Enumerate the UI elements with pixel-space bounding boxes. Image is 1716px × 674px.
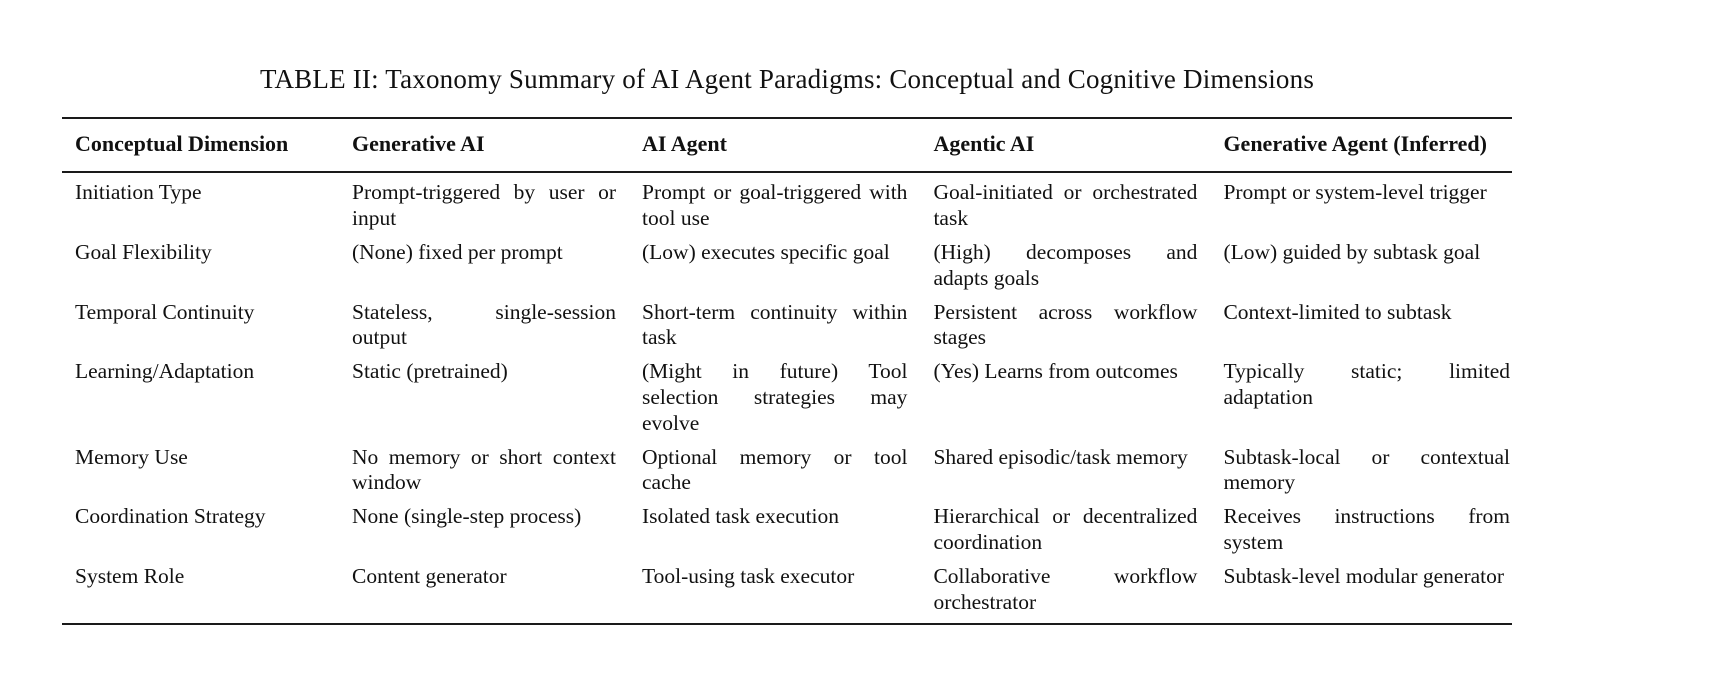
row-label: Temporal Continuity — [75, 299, 255, 324]
table-row — [62, 233, 1512, 293]
table-cell: (Low) guided by subtask goal — [1223, 239, 1481, 264]
table-cell: (Low) executes specific goal — [642, 239, 890, 264]
row-label: Learning/Adaptation — [75, 359, 255, 384]
table-cell: Short-term continuity within task — [642, 299, 908, 350]
table-row — [62, 172, 1512, 233]
table-cell: Optional memory or tool cache — [642, 444, 908, 495]
table-row — [62, 557, 1512, 625]
table-cell: Prompt-triggered by user or input — [352, 180, 616, 231]
header-row — [62, 118, 1512, 172]
table-cell: Goal-initiated or orchestrated task — [933, 180, 1198, 231]
table-row — [62, 352, 1512, 437]
table-cell: (Might in future) Tool selection strategies may evolve — [642, 359, 908, 435]
table-cell: (High) decomposes and adapts goals — [933, 239, 1198, 290]
row-label: Goal Flexibility — [75, 239, 212, 264]
table-row — [62, 497, 1512, 557]
table-cell: Persistent across workflow stages — [933, 299, 1198, 350]
table-cell: Context-limited to subtask — [1223, 299, 1452, 324]
table-cell: None (single-step process) — [352, 504, 582, 529]
column-header: Generative AI — [352, 118, 642, 172]
table-cell: Typically static; limited adaptation — [1223, 359, 1510, 409]
table-cell: Collaborative workflow orchestrator — [933, 563, 1198, 614]
table-cell: Receives instructions from system — [1223, 504, 1510, 554]
table-cell: Subtask-level modular generator — [1223, 563, 1505, 588]
row-label: Initiation Type — [75, 180, 202, 205]
table-row — [62, 438, 1512, 498]
column-header: Agentic AI — [933, 118, 1223, 172]
table-cell: Subtask-local or contextual memory — [1223, 444, 1510, 495]
taxonomy-table — [62, 117, 1512, 625]
table-row — [62, 293, 1512, 353]
table-body — [62, 172, 1512, 624]
column-header: AI Agent — [642, 118, 933, 172]
column-header: Generative Agent (Inferred) — [1223, 118, 1512, 172]
table-cell: Static (pretrained) — [352, 359, 508, 384]
table-cell: Prompt or system-level trigger — [1223, 180, 1487, 205]
table-cell: Content generator — [352, 563, 507, 588]
table-cell: Shared episodic/task memory — [933, 444, 1188, 469]
table-cell: (Yes) Learns from outcomes — [933, 359, 1178, 384]
table-cell: No memory or short context window — [352, 444, 616, 495]
row-label: Coordination Strategy — [75, 504, 266, 529]
table-cell: Stateless, single-session output — [352, 299, 616, 350]
table-cell: Tool-using task executor — [642, 563, 855, 588]
table-title: TABLE II: Taxonomy Summary of AI Agent Paradigms: Conceptual and Cognitive Dimensions — [259, 64, 1315, 94]
row-label: Memory Use — [75, 444, 188, 469]
table-cell: Isolated task execution — [642, 504, 840, 529]
table-cell: Prompt or goal-triggered with tool use — [642, 180, 908, 231]
column-header: Conceptual Dimension — [62, 118, 352, 172]
table-cell: Hierarchical or decentralized coordination — [933, 504, 1198, 554]
paper-page — [62, 0, 1512, 625]
row-label: System Role — [75, 563, 185, 588]
table-header — [62, 118, 1512, 172]
table-cell: (None) fixed per prompt — [352, 239, 563, 264]
